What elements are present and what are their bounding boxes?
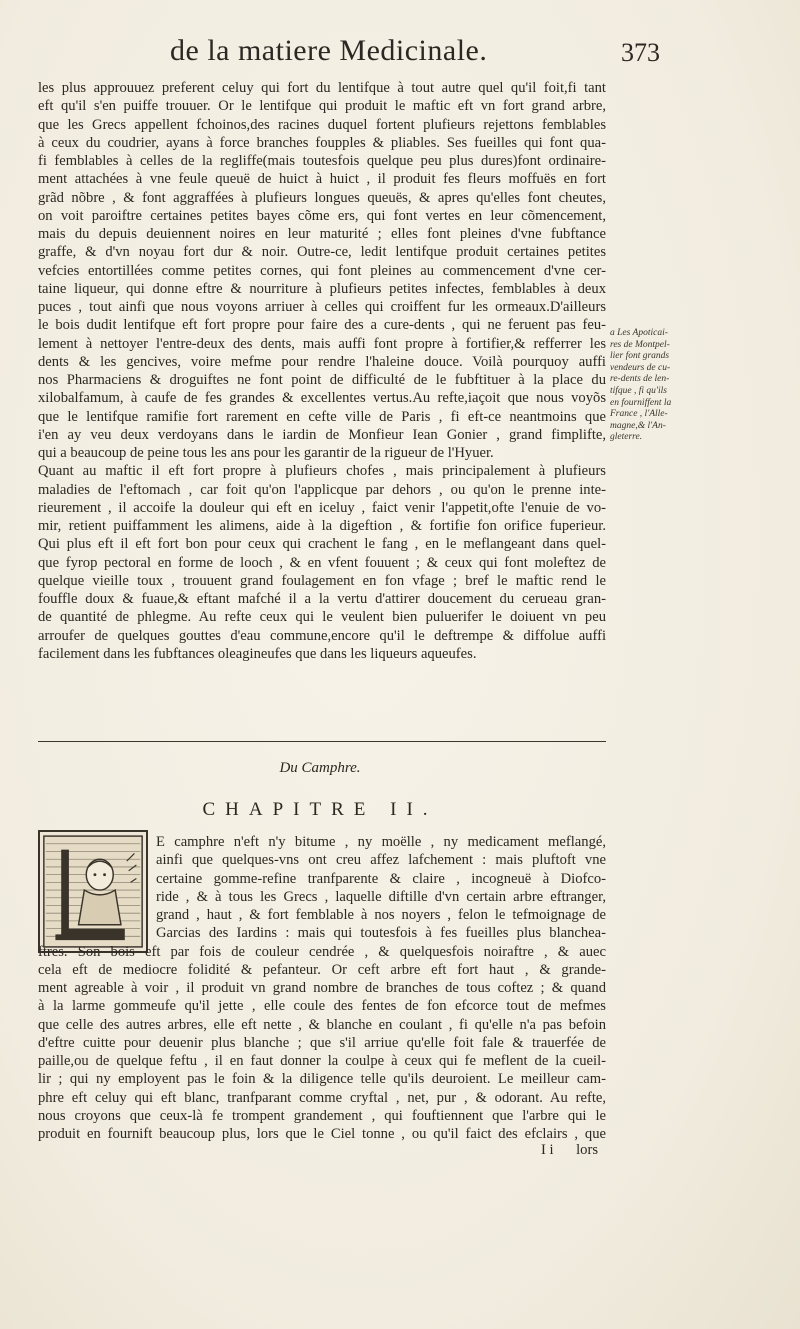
text-line: facilement dans les fubftances oleagineufes que dans les liqueurs aqueufes. xyxy=(38,645,477,662)
text-line: phre eft celuy qui eft blanc, tranfparant comme cryftal , net, pur , & odorant. Au refte, xyxy=(38,1089,606,1106)
chapter-heading: CHAPITRE II. xyxy=(202,799,438,820)
text-line: Qui plus eft il eft fort bon pour ceux qui crachent le fang , en le meflangeant dans quel- xyxy=(38,536,606,553)
text-line: qui a beaucoup de peine tous les ans pour les garantir de la rigueur de l'Hyuer. xyxy=(38,445,494,461)
text-line: Quant au maftic il eft fort propre à plufieurs chofes , mais principalement à plufieurs xyxy=(38,463,606,480)
text-line: rieurement , il accoife la douleur qui eft en iceluy , faict venir l'appetit,ofte l'enuie de vo- xyxy=(38,499,606,516)
text-line: ride , & à tous les Grecs , laquelle diftille d'vn certain arbre eftranger, xyxy=(156,888,606,905)
text-line: mais du depuis deuiennent noires en leur maturité ; elles font pleines d'vne fubftance xyxy=(38,226,606,242)
text-line: que le lentifque ramifie fort rarement en cefte ville de Paris , fi eft-ce neantmoins que xyxy=(38,408,606,425)
marginal-line: vendeurs de cu- xyxy=(610,362,671,373)
text-line: fi femblables à celles de la regliffe(mais toutesfois quelque peu plus dures)font ordinaire- xyxy=(38,153,606,169)
text-line: à ceux du coudrier, ayans à force branches foupples & pliables. Ses fueilles qui font qua- xyxy=(38,134,606,151)
text-line: nous croyons que ceux-là fe trompent grandement , qui fouftiennent que l'arbre qui le xyxy=(38,1107,606,1124)
text-line: ainfi que quelques-vns ont creu affez lafchement : mais pluftoft vne xyxy=(156,852,606,869)
marginal-line: tifque , fi qu'ils xyxy=(610,385,667,396)
text-line: que fyrop pectoral en forme de looch , & en vfent fouuent ; & ceux qui font moleftez de xyxy=(38,554,606,571)
text-line: arroufer de quelques gouttes d'eau commune,encore qu'il le deftrempe & diffolue auffi xyxy=(38,627,606,644)
text-line: le bois dudit lentifque eft fort propre pour faire des a cure-dents , qui ne feruent pas feu- xyxy=(38,317,606,334)
text-line: eft qu'il s'en puiffe trouuer. Or le lentifque qui produit le maftic eft vn fort grand arbre, xyxy=(38,98,606,115)
paragraph-mastic-uses xyxy=(38,462,606,663)
marginal-line: magne,& l'An- xyxy=(610,420,666,431)
text-line: les plus approuuez preferent celuy qui fort du lentifque à tout autre quel qu'il foit,fi tant xyxy=(38,80,606,96)
text-line: nos Pharmaciens & droguiftes ne font point de difficulté de le fubftituer à la place du xyxy=(38,372,606,388)
text-line: vefcies entortillées comme petites cornes, qui font pleines au commencement d'vne cer- xyxy=(38,262,606,279)
text-line: puces , tout ainfi que nous voyons arriuer à celles qui croiffent fur les ormeaux.D'ailleurs xyxy=(38,299,606,315)
marginal-line: res de Montpel- xyxy=(610,339,670,350)
catchword: lors xyxy=(576,1142,598,1158)
text-line: mir, retient puiffamment les alimens, aide à la digeftion , & fortifie fon orifice fuperieur. xyxy=(38,518,606,534)
marginal-line: a Les Apoticai- xyxy=(610,328,668,338)
text-line: graffe, & d'vn noyau fort dur & noir. Outre-ce, ledit lentifque produit certaines petites xyxy=(38,244,606,261)
text-line: d'eftre cuitte pour deuenir plus blanche ; que s'il arriue qu'elle foit fale & trauerfée de xyxy=(38,1034,606,1051)
mastic-text xyxy=(38,79,606,663)
text-line: paille,ou de quelque feftu , il en faut donner la coulpe à ceux qui fe meflent de la cueil- xyxy=(38,1053,606,1069)
text-line: quelque vieille toux , trouuent grand foulagement en fon vfage ; bref le maftic rend le xyxy=(38,572,606,589)
text-line: dents & les gencives, voire mefme pour rendre l'haleine douce. Voilà pourquoy auffi xyxy=(38,353,606,370)
marginal-line: lier font grands xyxy=(610,351,670,362)
text-line: à la larme gommeufe qu'il jette , elle coule des fentes de fon efcorce tout de mefmes xyxy=(38,998,606,1015)
paragraph-lentisque xyxy=(38,79,606,462)
text-line: ment attachées à vne feule queuë de huict à huict , il produit fes fleurs moffuës en fort xyxy=(38,171,606,188)
text-line: de quantité de phlegme. Au refte ceux qui le veulent bien puluerifer le doiuent vn peu xyxy=(38,609,606,626)
text-line: produit en fournift beaucoup plus, lors que le Ciel tonne , ou qu'il faict des efclairs , que xyxy=(38,1126,606,1142)
text-line: lement à nettoyer l'entre-deux des dents, mais auffi font propre à fortifier,& refferrer les xyxy=(38,335,606,352)
section-divider xyxy=(38,741,606,742)
text-line: xilobalfamum, à caufe de fes grandes & excellentes vertus.Au refte,iaçoit que nous voyõs xyxy=(38,390,606,407)
text-line: ftres. Son bois eft par fois de couleur cendrée , & quelquesfois noiraftre , & auec xyxy=(38,943,606,960)
text-line: cela eft de mediocre folidité & pefanteur. Or ceft arbre eft fort haut , & grande- xyxy=(38,961,606,978)
section-title: Du Camphre. xyxy=(279,760,361,776)
text-line: Garcias des Iardins : mais qui toutesfois à fes fueilles plus blanchea- xyxy=(156,925,606,942)
text-line: grand , haut , & fort femblable à nos noyers , felon le tefmoignage de xyxy=(156,907,606,923)
text-line: lir ; qui ny employent pas le foin & la diligence telle qu'ils deuroient. Le meilleur cam- xyxy=(38,1071,606,1088)
running-title: de la matiere Medicinale. xyxy=(170,34,488,67)
marginal-line: France , l'Alle- xyxy=(610,409,668,420)
text-line: fouffle doux & fuaue,& eftant mafché il a la vertu d'attirer doucement du cerueau gran- xyxy=(38,591,606,607)
text-line: certaine gomme-refine tranfparente & claire , incogneuë à Diofco- xyxy=(156,870,606,887)
text-line: E camphre n'eft n'y bitume , ny moëlle , ny medicament meflangé, xyxy=(156,834,606,850)
text-line: taine liqueur, qui donne eftre & nourriture à plufieurs petites infectes, femblables à deux xyxy=(38,280,606,297)
marginal-note xyxy=(610,328,694,444)
signature-mark: I i xyxy=(541,1142,554,1158)
page-footer xyxy=(38,1142,606,1160)
running-head xyxy=(140,34,660,74)
marginal-line: re-dents de len- xyxy=(610,374,670,385)
text-line: que les Grecs appellent fchoinos,des racines duquel fortent plufieurs rejettons femblables xyxy=(38,116,606,133)
marginal-line: en fourniffent la xyxy=(610,397,672,408)
text-line: i'en ay veu deux verdoyans dans le iardin de Monfieur Iean Gonier , grand fimplifte, xyxy=(38,426,606,443)
text-line: on voit paroiftre certaines petites bayes cõme ers, qui font vertes en leur cõmencement, xyxy=(38,207,606,224)
page-number: 373 xyxy=(621,38,660,67)
camphor-text xyxy=(38,833,606,1143)
text-line: que celle des autres arbres, elle eft nette , & blanche en coulant , fi qu'elle n'a pas befoin xyxy=(38,1016,606,1033)
text-line: ment agreable à voir , il produit vn grand nombre de branches de tous coftez ; & quand xyxy=(38,980,606,996)
marginal-line: gleterre. xyxy=(610,432,643,443)
text-line: grãd nõbre , & font aggraffées à plufieurs longues queuës, & apres qu'elles font cheutes, xyxy=(38,189,606,206)
text-line: maladies de l'eftomach , car foit qu'on l'applicque par dehors , ou qu'on le prenne inte- xyxy=(38,481,606,498)
